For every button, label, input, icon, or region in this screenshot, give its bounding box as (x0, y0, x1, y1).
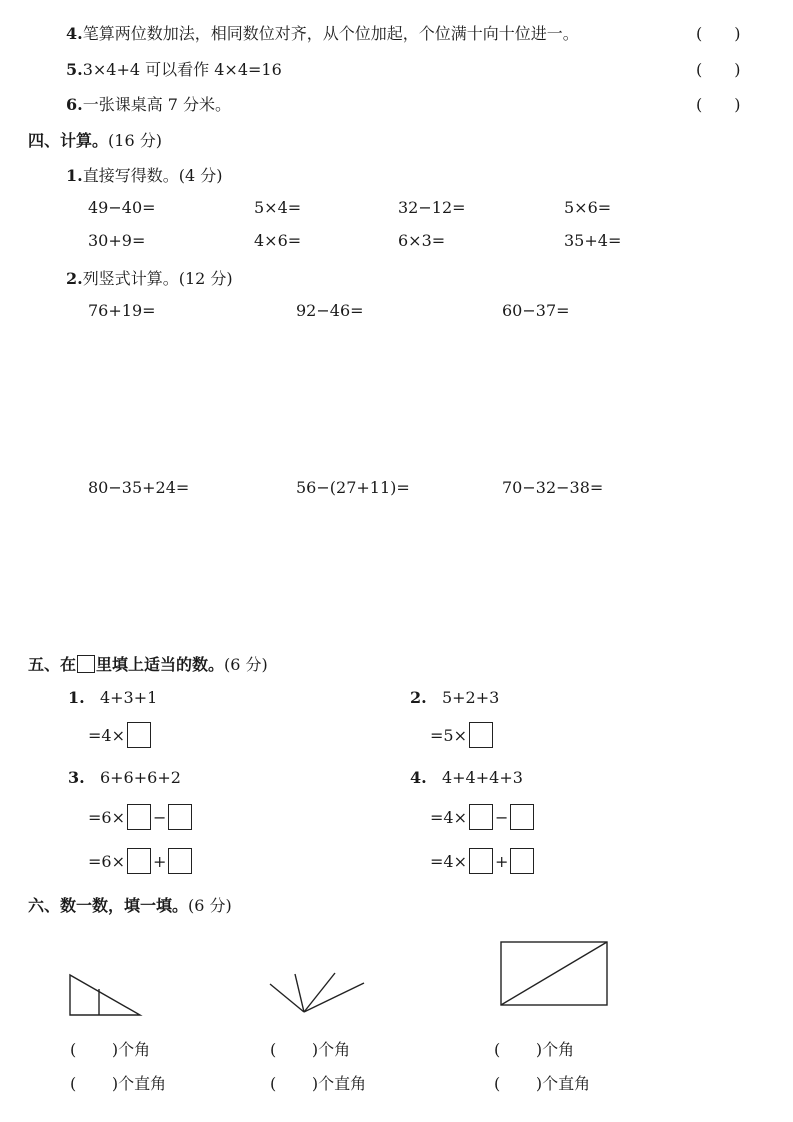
answer-paren-6[interactable]: ( ) (696, 95, 741, 114)
oral-calc-3: 32−12= (398, 198, 466, 217)
fig1-right-angle-count[interactable]: ( )个直角 (70, 1074, 167, 1093)
oral-calc-4: 5×6= (564, 198, 612, 217)
vertical-calc-4: 80−35+24= (88, 478, 190, 497)
answer-box[interactable] (127, 804, 151, 830)
oral-calc-1: 49−40= (88, 198, 156, 217)
fig2-right-angle-count[interactable]: ( )个直角 (270, 1074, 367, 1093)
rectangle-diagonal-figure (496, 938, 612, 1010)
oral-calc-6: 4×6= (254, 231, 302, 250)
answer-box[interactable] (510, 848, 534, 874)
oral-calc-5: 30+9= (88, 231, 146, 250)
fill-item-1: 1. 4+3+1 (68, 688, 158, 707)
answer-box[interactable] (469, 722, 493, 748)
answer-box[interactable] (127, 848, 151, 874)
vertical-calc-1: 76+19= (88, 301, 156, 320)
answer-paren-4[interactable]: ( ) (696, 24, 741, 43)
answer-box[interactable] (127, 722, 151, 748)
sec4-q2-heading: 2.列竖式计算。(12 分) (66, 269, 233, 288)
fill-item-2-line: =5× (430, 722, 493, 748)
oral-calc-8: 35+4= (564, 231, 622, 250)
fill-item-3-line-2: =6× + (88, 848, 192, 874)
sec4-q1-heading: 1.直接写得数。(4 分) (66, 166, 223, 185)
section-5-heading: 五、在 里填上适当的数。 (6 分) (28, 655, 268, 674)
answer-box[interactable] (168, 804, 192, 830)
answer-box[interactable] (469, 848, 493, 874)
answer-box[interactable] (510, 804, 534, 830)
fill-item-3: 3. 6+6+6+2 (68, 768, 181, 787)
fill-item-4: 4. 4+4+4+3 (410, 768, 523, 787)
vertical-calc-5: 56−(27+11)= (296, 478, 410, 497)
tf-question-4: 4.笔算两位数加法，相同数位对齐，从个位加起，个位满十向十位进一。 (66, 24, 579, 43)
vertical-calc-2: 92−46= (296, 301, 364, 320)
fill-item-4-line-2: =4× + (430, 848, 534, 874)
section-6-heading: 六、数一数，填一填。(6 分) (28, 896, 232, 915)
answer-paren-5[interactable]: ( ) (696, 60, 741, 79)
fig3-right-angle-count[interactable]: ( )个直角 (494, 1074, 591, 1093)
fill-item-2: 2. 5+2+3 (410, 688, 500, 707)
triangle-figure (64, 970, 144, 1018)
vertical-calc-6: 70−32−38= (502, 478, 604, 497)
answer-box[interactable] (469, 804, 493, 830)
fig2-angle-count[interactable]: ( )个角 (270, 1040, 351, 1059)
tf-question-5: 5.3×4+4 可以看作 4×4=16 (66, 60, 282, 79)
oral-calc-7: 6×3= (398, 231, 446, 250)
fill-item-3-line-1: =6× − (88, 804, 192, 830)
vertical-calc-3: 60−37= (502, 301, 570, 320)
oral-calc-2: 5×4= (254, 198, 302, 217)
fill-item-4-line-1: =4× − (430, 804, 534, 830)
tf-question-6: 6.一张课桌高 7 分米。 (66, 95, 232, 114)
fig3-angle-count[interactable]: ( )个角 (494, 1040, 575, 1059)
section-4-heading: 四、计算。(16 分) (28, 131, 162, 150)
answer-box[interactable] (168, 848, 192, 874)
fig1-angle-count[interactable]: ( )个角 (70, 1040, 151, 1059)
fill-item-1-line: =4× (88, 722, 151, 748)
square-symbol-icon (77, 655, 95, 673)
angle-rays-figure (266, 970, 370, 1020)
